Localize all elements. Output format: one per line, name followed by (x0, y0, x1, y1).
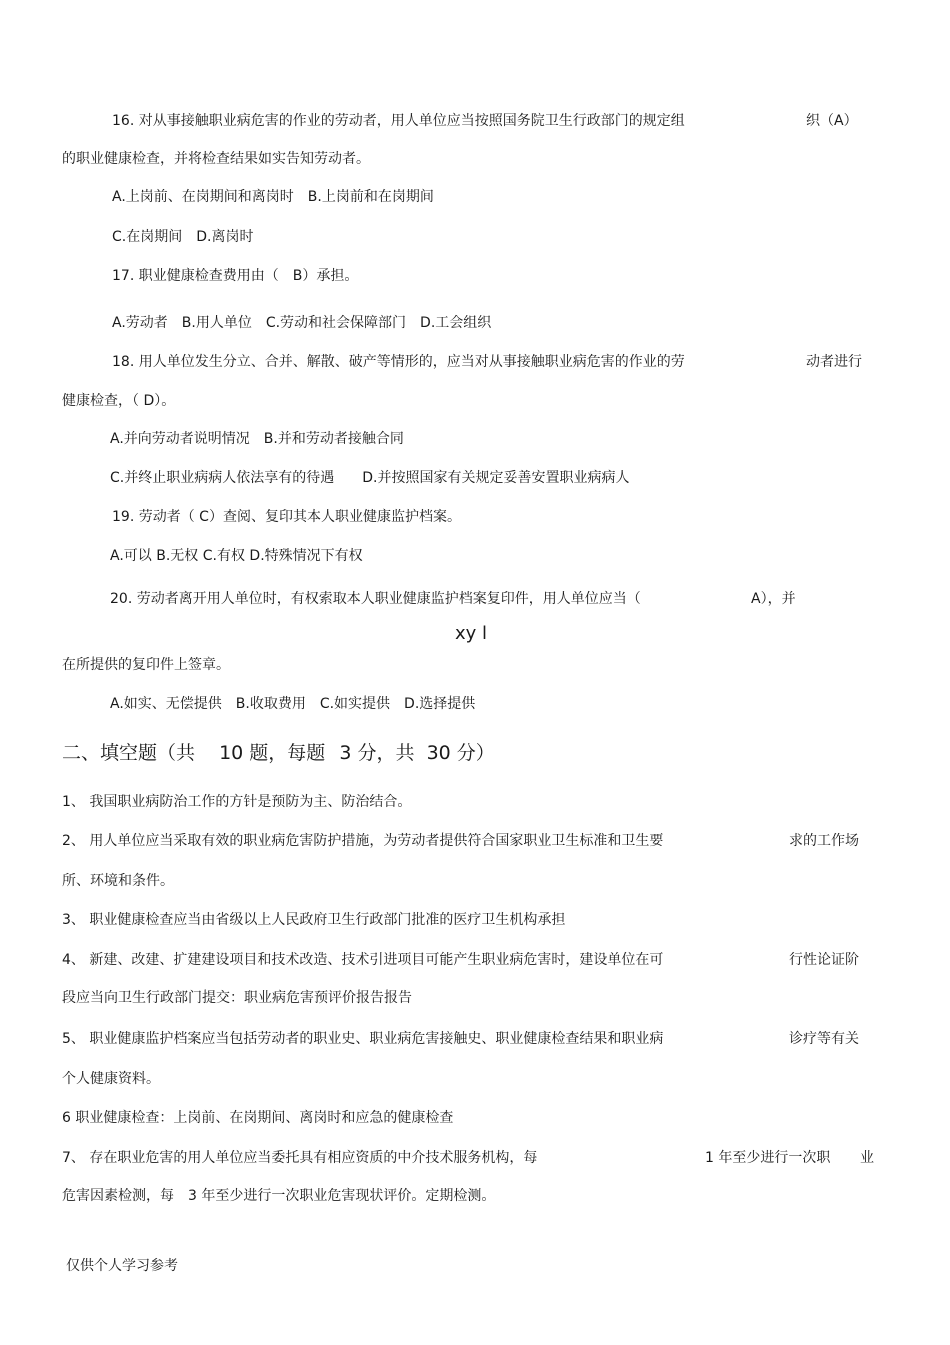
q18-stem-line2: 健康检查，（ D）。 (62, 393, 176, 409)
section2-heading-count: 10 (219, 742, 244, 764)
fill-item-4-line1-tail: 行性论证阶 (789, 952, 859, 968)
section2-heading-part2: 题，每题 (249, 742, 326, 764)
fill-item-6: 6 职业健康检查：上岗前、在岗期间、离岗时和应急的健康检查 (62, 1110, 454, 1126)
fill-item-4-line2: 段应当向卫生行政部门提交：职业病危害预评价报告报告 (62, 990, 412, 1006)
fill-item-2-line1-tail: 求的工作场 (789, 833, 859, 849)
q16-stem-line1-tail: 织（A） (806, 113, 858, 129)
section2-heading-part4: 分） (456, 742, 495, 764)
q16-options-ab: A.上岗前、在岗期间和离岗时 B.上岗前和在岗期间 (112, 189, 434, 205)
fill-item-7-line1-tail: 业 (860, 1150, 874, 1166)
fill-item-5-line2: 个人健康资料。 (62, 1071, 160, 1087)
fill-item-7-line1: 7、 存在职业危害的用人单位应当委托具有相应资质的中介技术服务机构，每 (62, 1150, 538, 1166)
fill-item-3: 3、 职业健康检查应当由省级以上人民政府卫生行政部门批准的医疗卫生机构承担 (62, 912, 566, 928)
fill-item-2-line1: 2、 用人单位应当采取有效的职业病危害防护措施，为劳动者提供符合国家职业卫生标准和卫生要 (62, 833, 664, 849)
fill-item-5-line1: 5、 职业健康监护档案应当包括劳动者的职业史、职业病危害接触史、职业健康检查结果和职业病 (62, 1031, 664, 1047)
fill-item-5-line1-tail: 诊疗等有关 (789, 1031, 859, 1047)
section2-heading-total: 30 (426, 742, 451, 764)
q18-options-cd: C.并终止职业病病人依法享有的待遇 D.并按照国家有关规定妥善安置职业病病人 (110, 470, 630, 486)
q20-stem-line1-tail: A），并 (751, 591, 796, 607)
q18-options-ab: A.并向劳动者说明情况 B.并和劳动者接触合同 (110, 431, 404, 447)
q19-options: A.可以 B.无权 C.有权 D.特殊情况下有权 (110, 548, 363, 564)
q19-stem: 19. 劳动者（ C）查阅、复印其本人职业健康监护档案。 (112, 509, 461, 525)
q16-stem-line2: 的职业健康检查，并将检查结果如实告知劳动者。 (62, 151, 370, 167)
page-footer-note: 仅供个人学习参考 (66, 1258, 178, 1274)
q18-stem-line1-tail: 动者进行 (806, 354, 862, 370)
q20-options: A.如实、无偿提供 B.收取费用 C.如实提供 D.选择提供 (110, 696, 476, 712)
fill-item-7-line2: 危害因素检测，每 3 年至少进行一次职业危害现状评价。定期检测。 (62, 1188, 496, 1204)
q20-stem-line1: 20. 劳动者离开用人单位时，有权索取本人职业健康监护档案复印件，用人单位应当（ (110, 591, 641, 607)
fill-item-4-line1: 4、 新建、改建、扩建建设项目和技术改造、技术引进项目可能产生职业病危害时，建设单位在可 (62, 952, 664, 968)
q16-stem-line1: 16. 对从事接触职业病危害的作业的劳动者，用人单位应当按照国务院卫生行政部门的规定组 (112, 113, 685, 129)
fill-item-1: 1、 我国职业病防治工作的方针是预防为主、防治结合。 (62, 794, 412, 810)
section2-heading-part1: 二、填空题（共 (62, 742, 196, 764)
q18-stem-line1: 18. 用人单位发生分立、合并、解散、破产等情形的，应当对从事接触职业病危害的作业的劳 (112, 354, 685, 370)
fill-item-2-line2: 所、环境和条件。 (62, 873, 174, 889)
q17-stem: 17. 职业健康检查费用由（ B）承担。 (112, 268, 359, 284)
fill-item-7-line1-mid: 1 年至少进行一次职 (705, 1150, 831, 1166)
q17-options: A.劳动者 B.用人单位 C.劳动和社会保障部门 D.工会组织 (112, 315, 492, 331)
q20-scan-artifact: xy l (455, 623, 488, 644)
section2-heading (62, 741, 495, 765)
section2-heading-points: 3 (339, 742, 352, 764)
q20-stem-line2: 在所提供的复印件上签章。 (62, 657, 230, 673)
q16-options-cd: C.在岗期间 D.离岗时 (112, 229, 254, 245)
section2-heading-part3: 分，共 (357, 742, 415, 764)
